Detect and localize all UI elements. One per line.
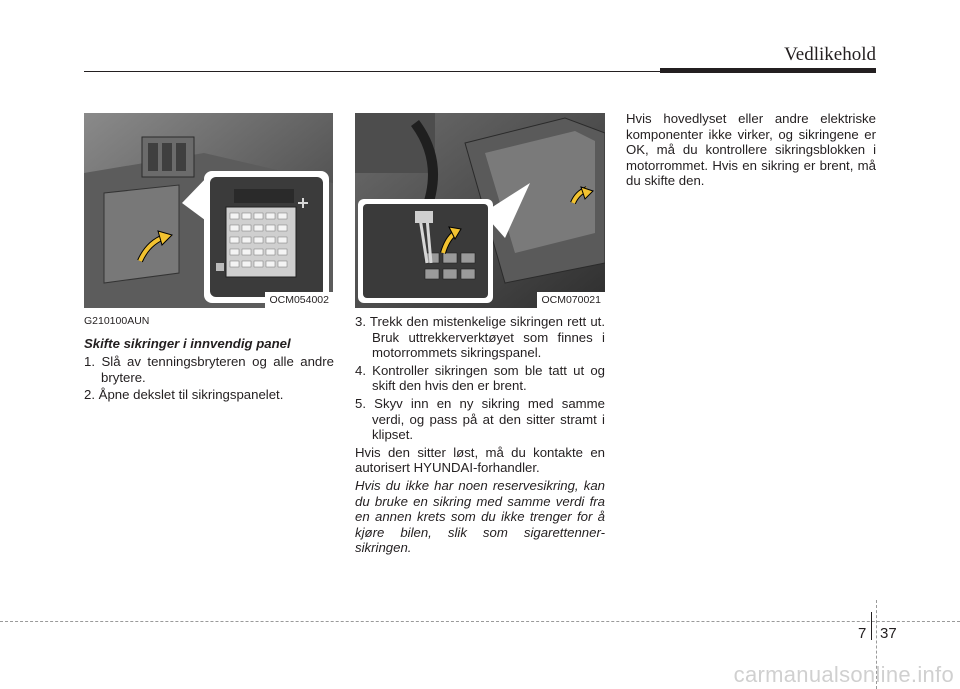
step-3: 3. Trekk den mistenkelige sikringen rett ut. Bruk uttrekkerverktøyet som finnes i motorrommets sikringspanel.: [355, 314, 605, 361]
step-4: 4. Kontroller sikringen som ble tatt ut og skift den hvis den er brent.: [355, 362, 605, 394]
section-title: Vedlikehold: [784, 44, 876, 65]
chapter-number: 7: [858, 625, 867, 642]
page-number-divider: [871, 612, 872, 640]
header-rule-accent: [660, 68, 876, 73]
watermark-text: carmanualsonline.info: [733, 662, 954, 687]
footer-dashed-rule: [0, 621, 960, 622]
interior-fuse-panel-photo: [84, 113, 333, 308]
step-5: 5. Skyv inn en ny sikring med samme verdi, og pass på at den sitter stramt i klipset.: [355, 395, 605, 443]
engine-fuse-box-photo: [355, 113, 605, 308]
middle-column: [355, 314, 605, 556]
left-column: [84, 314, 334, 405]
header-rule: [84, 71, 660, 72]
engine-fuse-paragraph: Hvis hovedlyset eller andre elektriske komponenter ikke virker, og sikringene er OK, må du kontrollere sikringsblokken i motorrommet. Hvis en sikring er brent, må du skifte den.: [626, 111, 876, 189]
step-1: 1. Slå av tenningsbryteren og alle andre brytere.: [84, 354, 334, 385]
figure-code-interior: OCM054002: [265, 292, 333, 308]
subsection-title: Skifte sikringer i innvendig panel: [84, 335, 291, 351]
figure-code-engine: OCM070021: [537, 292, 605, 308]
page-number: 37: [880, 625, 897, 642]
section-code: G210100AUN: [84, 315, 150, 327]
spare-fuse-note: Hvis du ikke har noen reservesikring, kan du bruke en sikring med samme verdi fra en annen krets som du ikke trenger for å kjøre bilen, slik som sigarettenner-sikringen.: [355, 477, 605, 556]
right-column: [626, 111, 876, 191]
step-2: 2. Åpne dekslet til sikringspanelet.: [84, 387, 284, 403]
loose-fuse-paragraph: Hvis den sitter løst, må du kontakte en autorisert HYUNDAI-forhandler.: [355, 444, 605, 476]
